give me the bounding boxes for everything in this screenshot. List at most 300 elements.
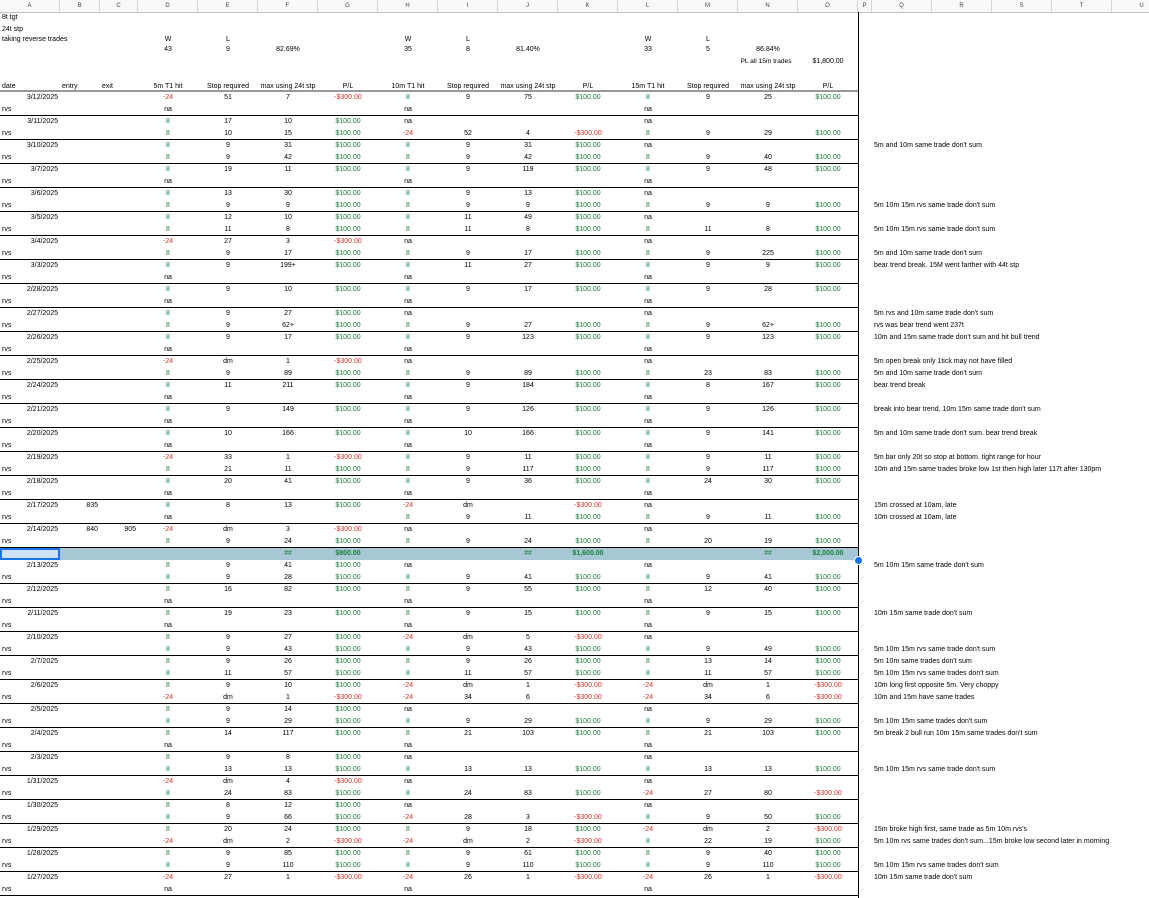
pl15-cell[interactable]: $100.00	[815, 646, 841, 653]
pl15-cell[interactable]: -$300.00	[814, 682, 842, 689]
pl15-cell[interactable]: $100.00	[815, 250, 841, 257]
stop10-cell[interactable]: 9	[466, 250, 470, 257]
max5-cell[interactable]: 29	[284, 718, 292, 725]
max10-cell[interactable]: 43	[524, 646, 532, 653]
date-cell[interactable]: 3/5/2025	[30, 214, 58, 221]
stop5-cell[interactable]: 27	[224, 874, 232, 881]
max5-cell[interactable]: 30	[284, 190, 292, 197]
pl5-cell[interactable]: $100.00	[335, 202, 361, 209]
t10-cell[interactable]: na	[404, 742, 412, 749]
max10-cell[interactable]: 123	[522, 334, 534, 341]
t5-cell[interactable]: -24	[162, 358, 174, 365]
note-cell[interactable]: break into bear trend. 10m 15m same trade don't sum	[874, 406, 1041, 413]
t10-cell[interactable]: -24	[402, 130, 414, 137]
date-cell[interactable]: 2/4/2025	[30, 730, 58, 737]
pl10-cell[interactable]: -$300.00	[574, 634, 602, 641]
max10-cell[interactable]: 2	[526, 838, 530, 845]
max5-cell[interactable]: 23	[284, 610, 292, 617]
t10-cell[interactable]: 8	[406, 670, 410, 677]
stop5-cell[interactable]: 9	[226, 310, 230, 317]
t10-cell[interactable]: 8	[406, 154, 410, 161]
t15-cell[interactable]: na	[644, 622, 652, 629]
pl15-cell[interactable]: $100.00	[815, 94, 841, 101]
max15-cell[interactable]: 8	[766, 226, 770, 233]
date-cell[interactable]: rvs	[2, 322, 12, 329]
max10-cell[interactable]: 75	[524, 94, 532, 101]
stop10-cell[interactable]: 9	[466, 190, 470, 197]
stop10-cell[interactable]: 9	[466, 322, 470, 329]
stop15-cell[interactable]: 9	[706, 250, 710, 257]
max5-cell[interactable]: 8	[286, 226, 290, 233]
pl5-cell[interactable]: $100.00	[335, 130, 361, 137]
t15-cell[interactable]: 8	[646, 646, 650, 653]
max10-cell[interactable]: 17	[524, 250, 532, 257]
t15-cell[interactable]: 8	[646, 670, 650, 677]
pl5-cell[interactable]: $100.00	[335, 802, 361, 809]
t5-cell[interactable]: 8	[166, 118, 170, 125]
date-cell[interactable]: rvs	[2, 370, 12, 377]
pl10-cell[interactable]: $100.00	[575, 574, 601, 581]
t10-cell[interactable]: na	[404, 622, 412, 629]
max5-cell[interactable]: 199+	[280, 262, 296, 269]
t5-cell[interactable]: 8	[166, 226, 170, 233]
pl5-cell[interactable]: $100.00	[335, 670, 361, 677]
stop10-cell[interactable]: 26	[464, 874, 472, 881]
note-cell[interactable]: 5m 10m 15m rvs same trade don't sum	[874, 226, 996, 233]
t10-cell[interactable]: 8	[406, 862, 410, 869]
t5-cell[interactable]: 8	[166, 706, 170, 713]
pl5-cell[interactable]: $100.00	[335, 226, 361, 233]
t15-cell[interactable]: 8	[646, 466, 650, 473]
t10-cell[interactable]: 8	[406, 202, 410, 209]
max5-cell[interactable]: 83	[284, 790, 292, 797]
max10-cell[interactable]: 29	[524, 718, 532, 725]
max5-cell[interactable]: 8	[286, 754, 290, 761]
stop15-cell[interactable]: 9	[706, 814, 710, 821]
pl5-cell[interactable]: $100.00	[335, 466, 361, 473]
max5-cell[interactable]: 2	[286, 838, 290, 845]
stop10-cell[interactable]: dm	[463, 634, 473, 641]
header-max15[interactable]: max using 24t stp	[740, 83, 796, 90]
t10-cell[interactable]: na	[404, 706, 412, 713]
t15-cell[interactable]: na	[644, 706, 652, 713]
max10-cell[interactable]: 8	[526, 226, 530, 233]
note-cell[interactable]: 5m 10m 15m same trades don't sum	[874, 718, 988, 725]
pl15-cell[interactable]: $2,000.00	[812, 550, 844, 557]
pl5-cell[interactable]: $100.00	[335, 790, 361, 797]
t15-cell[interactable]: na	[644, 178, 652, 185]
t10-cell[interactable]: 8	[406, 166, 410, 173]
date-cell[interactable]: rvs	[2, 646, 12, 653]
pl5-cell[interactable]: $100.00	[335, 286, 361, 293]
t15-cell[interactable]: na	[644, 598, 652, 605]
t5-cell[interactable]: 8	[166, 790, 170, 797]
max5-cell[interactable]: 1	[286, 454, 290, 461]
pl15-cell[interactable]: $100.00	[815, 862, 841, 869]
note-cell[interactable]: 5m 10m same trades don't sum	[874, 658, 972, 665]
max15-cell[interactable]: 41	[764, 574, 772, 581]
stop5-cell[interactable]: dm	[223, 358, 233, 365]
pl15-cell[interactable]: $100.00	[815, 538, 841, 545]
column-letter-T[interactable]: T	[1052, 0, 1112, 12]
max10-cell[interactable]: 27	[524, 322, 532, 329]
stop10-cell[interactable]: 9	[466, 166, 470, 173]
pl10-cell[interactable]: $100.00	[575, 250, 601, 257]
stop5-cell[interactable]: 20	[224, 478, 232, 485]
stop10-cell[interactable]: 9	[466, 610, 470, 617]
stop10-cell[interactable]: 21	[464, 730, 472, 737]
pl10-cell[interactable]: $100.00	[575, 94, 601, 101]
w10-value[interactable]: 35	[404, 46, 412, 53]
stop5-cell[interactable]: 17	[224, 118, 232, 125]
pl10-cell[interactable]: $100.00	[575, 658, 601, 665]
stop5-cell[interactable]: 9	[226, 370, 230, 377]
max15-cell[interactable]: 49	[764, 646, 772, 653]
t5-cell[interactable]: na	[164, 490, 172, 497]
date-cell[interactable]: 2/20/2025	[26, 430, 58, 437]
stop5-cell[interactable]: 9	[226, 562, 230, 569]
t5-cell[interactable]: 8	[166, 250, 170, 257]
t5-cell[interactable]: 8	[166, 262, 170, 269]
pl5-cell[interactable]: $100.00	[335, 334, 361, 341]
max5-cell[interactable]: 7	[286, 94, 290, 101]
t5-cell[interactable]: 8	[166, 766, 170, 773]
pl15-cell[interactable]: $100.00	[815, 850, 841, 857]
t10-cell[interactable]: 8	[406, 826, 410, 833]
max10-cell[interactable]: 31	[524, 142, 532, 149]
t5-cell[interactable]: na	[164, 106, 172, 113]
stop5-cell[interactable]: 8	[226, 502, 230, 509]
stop10-cell[interactable]: 9	[466, 406, 470, 413]
stop10-cell[interactable]: 11	[464, 214, 472, 221]
pl5-cell[interactable]: $100.00	[335, 322, 361, 329]
date-cell[interactable]: 2/6/2025	[30, 682, 58, 689]
pl10-cell[interactable]: $100.00	[575, 214, 601, 221]
stop15-cell[interactable]: 34	[704, 694, 712, 701]
note-cell[interactable]: 10m and 15m have same trades	[874, 694, 975, 701]
note-cell[interactable]: bear trend break	[874, 382, 926, 389]
pl-all-label[interactable]: PL all 15m trades	[740, 58, 792, 65]
t15-cell[interactable]: -24	[642, 682, 654, 689]
max15-cell[interactable]: 83	[764, 370, 772, 377]
t10-cell[interactable]: na	[404, 562, 412, 569]
stop10-cell[interactable]: 24	[464, 790, 472, 797]
t15-cell[interactable]: 8	[646, 370, 650, 377]
stop5-cell[interactable]: 9	[226, 682, 230, 689]
note-cell[interactable]: 5m and 10m same trade don't sum. bear trend break	[874, 430, 1038, 437]
t5-cell[interactable]: -24	[162, 778, 174, 785]
t15-cell[interactable]: na	[644, 754, 652, 761]
t10-cell[interactable]: 8	[406, 766, 410, 773]
stop15-cell[interactable]: 11	[704, 226, 712, 233]
header-max10[interactable]: max using 24t stp	[500, 83, 556, 90]
stop5-cell[interactable]: 9	[226, 634, 230, 641]
stop5-cell[interactable]: 9	[226, 658, 230, 665]
max5-cell[interactable]: 62+	[282, 322, 294, 329]
date-cell[interactable]: 2/5/2025	[30, 706, 58, 713]
pl15-cell[interactable]: $100.00	[815, 478, 841, 485]
t10-cell[interactable]: na	[404, 274, 412, 281]
pl5-cell[interactable]: $100.00	[335, 478, 361, 485]
stop5-cell[interactable]: 9	[226, 142, 230, 149]
stop15-cell[interactable]: 13	[704, 766, 712, 773]
pl5-cell[interactable]: $100.00	[335, 562, 361, 569]
column-letter-B[interactable]: B	[60, 0, 100, 12]
entry-cell[interactable]: 835	[86, 502, 98, 509]
t15-cell[interactable]: 8	[646, 514, 650, 521]
t10-cell[interactable]: 8	[406, 214, 410, 221]
stop15-cell[interactable]: 23	[704, 370, 712, 377]
date-cell[interactable]: rvs	[2, 598, 12, 605]
t10-cell[interactable]: 8	[406, 646, 410, 653]
max15-cell[interactable]: 14	[764, 658, 772, 665]
date-cell[interactable]: 3/4/2025	[30, 238, 58, 245]
column-letter-M[interactable]: M	[678, 0, 738, 12]
l5-label[interactable]: L	[226, 36, 230, 43]
max15-cell[interactable]: 103	[762, 730, 774, 737]
pl5-cell[interactable]: $100.00	[335, 142, 361, 149]
max10-cell[interactable]: 1	[526, 682, 530, 689]
pl10-cell[interactable]: $100.00	[575, 322, 601, 329]
entry-cell[interactable]: 840	[86, 526, 98, 533]
max15-cell[interactable]: ##	[764, 550, 772, 557]
note-cell[interactable]: 10m long first opposite 5m. Very choppy	[874, 682, 999, 689]
max5-cell[interactable]: 43	[284, 646, 292, 653]
t5-cell[interactable]: 8	[166, 574, 170, 581]
pl10-cell[interactable]: $100.00	[575, 826, 601, 833]
t10-cell[interactable]: 8	[406, 250, 410, 257]
max10-cell[interactable]: 89	[524, 370, 532, 377]
date-cell[interactable]: 3/7/2025	[30, 166, 58, 173]
t5-cell[interactable]: 8	[166, 826, 170, 833]
stop15-cell[interactable]: 9	[706, 850, 710, 857]
max10-cell[interactable]: 11	[524, 514, 532, 521]
t10-cell[interactable]: 8	[406, 658, 410, 665]
pl5-cell[interactable]: $100.00	[335, 190, 361, 197]
l15-value[interactable]: 5	[706, 46, 710, 53]
t10-cell[interactable]: na	[404, 358, 412, 365]
stop15-cell[interactable]: 9	[706, 430, 710, 437]
t10-cell[interactable]: na	[404, 346, 412, 353]
stop10-cell[interactable]: 11	[464, 262, 472, 269]
date-cell[interactable]: rvs	[2, 394, 12, 401]
pl10-cell[interactable]: $100.00	[575, 430, 601, 437]
date-cell[interactable]: rvs	[2, 274, 12, 281]
pl5-cell[interactable]: -$300.00	[334, 454, 362, 461]
pl5-cell[interactable]: $100.00	[335, 658, 361, 665]
date-cell[interactable]: 2/13/2025	[26, 562, 58, 569]
t10-cell[interactable]: na	[404, 394, 412, 401]
pl10-cell[interactable]: $100.00	[575, 586, 601, 593]
max10-cell[interactable]: 24	[524, 538, 532, 545]
t15-cell[interactable]: 8	[646, 322, 650, 329]
t10-cell[interactable]: 8	[406, 370, 410, 377]
stop10-cell[interactable]: 9	[466, 574, 470, 581]
note-cell[interactable]: 5m 10m 15m rvs same trade don't sum	[874, 646, 996, 653]
t5-cell[interactable]: 8	[166, 718, 170, 725]
max15-cell[interactable]: 13	[764, 766, 772, 773]
pl10-cell[interactable]: $100.00	[575, 610, 601, 617]
date-cell[interactable]: rvs	[2, 178, 12, 185]
w15-label[interactable]: W	[644, 36, 652, 43]
t15-cell[interactable]: 8	[646, 730, 650, 737]
date-cell[interactable]: 1/27/2025	[26, 874, 58, 881]
date-cell[interactable]: rvs	[2, 418, 12, 425]
t5-cell[interactable]: -24	[162, 526, 174, 533]
note-cell[interactable]: 5m and 10m same trade don't sum	[874, 142, 982, 149]
stop5-cell[interactable]: 11	[224, 382, 232, 389]
t15-cell[interactable]: 8	[646, 718, 650, 725]
date-cell[interactable]: 2/28/2025	[26, 286, 58, 293]
t5-cell[interactable]: 8	[166, 334, 170, 341]
pl5-cell[interactable]: $100.00	[335, 634, 361, 641]
max15-cell[interactable]: 29	[764, 130, 772, 137]
stop10-cell[interactable]: 9	[466, 382, 470, 389]
stop5-cell[interactable]: 9	[226, 850, 230, 857]
t15-cell[interactable]: 8	[646, 658, 650, 665]
t15-cell[interactable]: na	[644, 310, 652, 317]
pl10-cell[interactable]: $100.00	[575, 142, 601, 149]
date-cell[interactable]: rvs	[2, 466, 12, 473]
max15-cell[interactable]: 9	[766, 262, 770, 269]
date-cell[interactable]: 2/12/2025	[26, 586, 58, 593]
t5-cell[interactable]: -24	[162, 94, 174, 101]
max15-cell[interactable]: 110	[762, 862, 774, 869]
max5-cell[interactable]: 15	[284, 130, 292, 137]
max5-cell[interactable]: ##	[284, 550, 292, 557]
pl15-cell[interactable]: $100.00	[815, 670, 841, 677]
column-letter-H[interactable]: H	[378, 0, 438, 12]
l15-label[interactable]: L	[706, 36, 710, 43]
t15-cell[interactable]: na	[644, 502, 652, 509]
pl5-cell[interactable]: $800.00	[335, 550, 361, 557]
pl15-cell[interactable]: $100.00	[815, 202, 841, 209]
pl5-cell[interactable]: $100.00	[335, 262, 361, 269]
t10-cell[interactable]: -24	[402, 814, 414, 821]
pl15-cell[interactable]: $100.00	[815, 610, 841, 617]
t10-cell[interactable]: 8	[406, 382, 410, 389]
pl5-cell[interactable]: $100.00	[335, 382, 361, 389]
column-letter-P[interactable]: P	[858, 0, 872, 12]
date-cell[interactable]: 2/7/2025	[30, 658, 58, 665]
max5-cell[interactable]: 9	[286, 202, 290, 209]
max10-cell[interactable]: 15	[524, 610, 532, 617]
note-cell[interactable]: 5m 10m 15m rvs same trades don't sum	[874, 862, 999, 869]
max15-cell[interactable]: 57	[764, 670, 772, 677]
t5-cell[interactable]: 8	[166, 634, 170, 641]
pl5-cell[interactable]: $100.00	[335, 166, 361, 173]
t10-cell[interactable]: na	[404, 118, 412, 125]
t10-cell[interactable]: 8	[406, 334, 410, 341]
pl15-cell[interactable]: $100.00	[815, 574, 841, 581]
column-letter-I[interactable]: I	[438, 0, 498, 12]
pl5-cell[interactable]: -$300.00	[334, 94, 362, 101]
stop15-cell[interactable]: 12	[704, 586, 712, 593]
t5-cell[interactable]: 8	[166, 610, 170, 617]
max5-cell[interactable]: 10	[284, 118, 292, 125]
t5-cell[interactable]: na	[164, 742, 172, 749]
pl15-cell[interactable]: $100.00	[815, 730, 841, 737]
stop10-cell[interactable]: 9	[466, 370, 470, 377]
stop15-cell[interactable]: 11	[704, 670, 712, 677]
date-cell[interactable]: 2/27/2025	[26, 310, 58, 317]
max15-cell[interactable]: 141	[762, 430, 774, 437]
stop15-cell[interactable]: 9	[706, 514, 710, 521]
selection-fill-handle[interactable]	[854, 556, 863, 565]
header-t15[interactable]: 15m T1 hit	[631, 83, 665, 90]
pl15-cell[interactable]: $100.00	[815, 838, 841, 845]
t10-cell[interactable]: 8	[406, 586, 410, 593]
stop5-cell[interactable]: 51	[224, 94, 232, 101]
max5-cell[interactable]: 42	[284, 154, 292, 161]
column-letter-L[interactable]: L	[618, 0, 678, 12]
max10-cell[interactable]: 5	[526, 634, 530, 641]
date-cell[interactable]: rvs	[2, 718, 12, 725]
t15-cell[interactable]: na	[644, 358, 652, 365]
max15-cell[interactable]: 126	[762, 406, 774, 413]
t15-cell[interactable]: 8	[646, 766, 650, 773]
t5-cell[interactable]: na	[164, 514, 172, 521]
note-cell[interactable]: 10m and 15m same trades broke low 1st then high later 117t after 130pm	[874, 466, 1102, 473]
t15-cell[interactable]: na	[644, 214, 652, 221]
header-stop10[interactable]: Stop required	[446, 83, 490, 90]
column-letter-J[interactable]: J	[498, 0, 558, 12]
t5-cell[interactable]: -24	[162, 874, 174, 881]
t15-cell[interactable]: 8	[646, 430, 650, 437]
pl5-cell[interactable]: $100.00	[335, 502, 361, 509]
t10-cell[interactable]: 8	[406, 226, 410, 233]
t10-cell[interactable]: na	[404, 106, 412, 113]
t5-cell[interactable]: 8	[166, 430, 170, 437]
note-cell[interactable]: 15m crossed at 10am, late	[874, 502, 957, 509]
max10-cell[interactable]: 17	[524, 286, 532, 293]
stop5-cell[interactable]: 13	[224, 190, 232, 197]
pl15-cell[interactable]: $100.00	[815, 322, 841, 329]
stop10-cell[interactable]: 10	[464, 430, 472, 437]
pl15-cell[interactable]: -$300.00	[814, 694, 842, 701]
stop5-cell[interactable]: 9	[226, 754, 230, 761]
date-cell[interactable]: 2/14/2025	[26, 526, 58, 533]
stop15-cell[interactable]: 9	[706, 166, 710, 173]
t15-cell[interactable]: na	[644, 118, 652, 125]
date-cell[interactable]: 3/10/2025	[26, 142, 58, 149]
max10-cell[interactable]: 6	[526, 694, 530, 701]
pl5-cell[interactable]: $100.00	[335, 586, 361, 593]
max5-cell[interactable]: 17	[284, 250, 292, 257]
t15-cell[interactable]: na	[644, 346, 652, 353]
stop10-cell[interactable]: dm	[463, 682, 473, 689]
pl10-cell[interactable]: $100.00	[575, 466, 601, 473]
pl10-cell[interactable]: -$300.00	[574, 838, 602, 845]
max15-cell[interactable]: 40	[764, 586, 772, 593]
max15-cell[interactable]: 117	[762, 466, 774, 473]
pl15-cell[interactable]: $100.00	[815, 514, 841, 521]
t10-cell[interactable]: na	[404, 598, 412, 605]
max10-cell[interactable]: 3	[526, 814, 530, 821]
t5-cell[interactable]: 8	[166, 406, 170, 413]
stop5-cell[interactable]: 27	[224, 238, 232, 245]
max15-cell[interactable]: 30	[764, 478, 772, 485]
max15-cell[interactable]: 6	[766, 694, 770, 701]
t15-cell[interactable]: na	[644, 274, 652, 281]
stop5-cell[interactable]: 9	[226, 250, 230, 257]
date-cell[interactable]: rvs	[2, 298, 12, 305]
pl5-cell[interactable]: $100.00	[335, 214, 361, 221]
stop15-cell[interactable]: 9	[706, 202, 710, 209]
pl5-cell[interactable]: $100.00	[335, 718, 361, 725]
pl5-cell[interactable]: $100.00	[335, 574, 361, 581]
pl5-cell[interactable]: -$300.00	[334, 874, 362, 881]
